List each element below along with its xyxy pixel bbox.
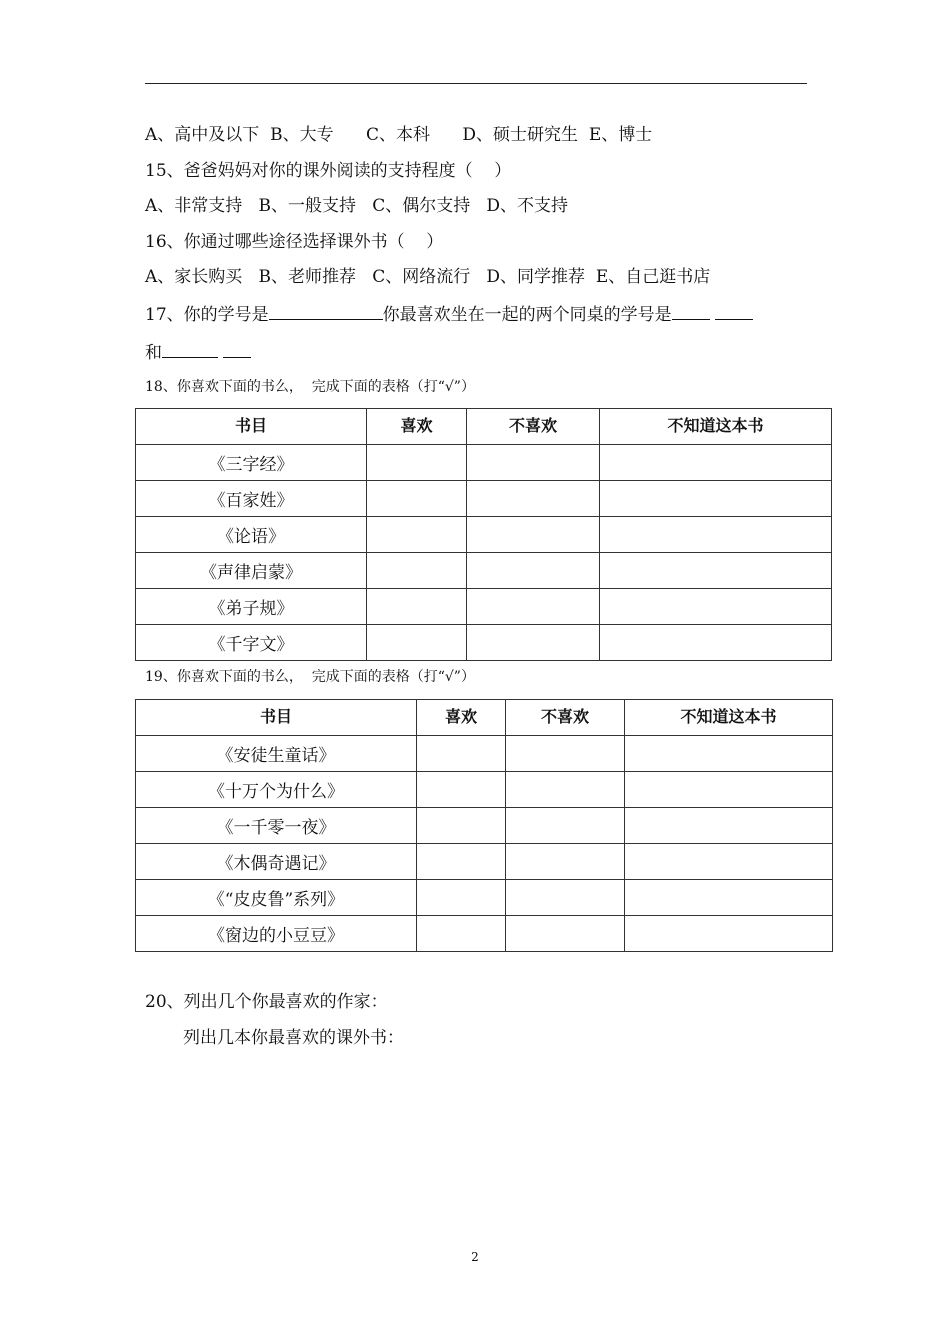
unknown-cell[interactable] — [625, 772, 833, 808]
unknown-cell[interactable] — [600, 517, 832, 553]
dislike-cell[interactable] — [467, 589, 600, 625]
like-cell[interactable] — [367, 445, 467, 481]
like-cell[interactable] — [367, 517, 467, 553]
table-row — [136, 517, 832, 553]
unknown-cell[interactable] — [625, 844, 833, 880]
table-row — [136, 916, 833, 952]
header-rule — [145, 83, 807, 84]
q18-table — [135, 408, 832, 661]
q20-books: 列出几本你最喜欢的课外书： — [183, 1028, 404, 1048]
header-unknown: 不知道这本书 — [600, 409, 832, 445]
unknown-cell[interactable] — [625, 916, 833, 952]
like-cell[interactable] — [417, 736, 506, 772]
book-title: 《窗边的小豆豆》 — [136, 916, 417, 952]
table-row — [136, 880, 833, 916]
q15-options: A、非常支持 B、一般支持 C、偶尔支持 D、不支持 — [145, 196, 569, 216]
dislike-cell[interactable] — [467, 445, 600, 481]
dislike-cell[interactable] — [506, 808, 625, 844]
dislike-cell[interactable] — [506, 880, 625, 916]
book-title: 《木偶奇遇记》 — [136, 844, 417, 880]
q19-question: 19、你喜欢下面的书么， 完成下面的表格（打“√”） — [145, 669, 475, 685]
q15-question: 15、爸爸妈妈对你的课外阅读的支持程度（ ） — [145, 161, 512, 181]
q19-table — [135, 699, 833, 952]
q16-question: 16、你通过哪些途径选择课外书（ ） — [145, 232, 444, 252]
q17-deskmate-label: 你最喜欢坐在一起的两个同桌的学号是 — [382, 305, 672, 325]
unknown-cell[interactable] — [600, 589, 832, 625]
table-row — [136, 445, 832, 481]
header-book: 书目 — [136, 700, 417, 736]
book-title: 《三字经》 — [136, 445, 367, 481]
like-cell[interactable] — [367, 553, 467, 589]
q18-question: 18、你喜欢下面的书么， 完成下面的表格（打“√”） — [145, 379, 475, 395]
table-row — [136, 808, 833, 844]
dislike-cell[interactable] — [467, 553, 600, 589]
dislike-cell[interactable] — [506, 772, 625, 808]
q16-options: A、家长购买 B、老师推荐 C、网络流行 D、同学推荐 E、自己逛书店 — [145, 267, 711, 287]
unknown-cell[interactable] — [625, 880, 833, 916]
page-number: 2 — [471, 1250, 479, 1264]
unknown-cell[interactable] — [625, 808, 833, 844]
like-cell[interactable] — [417, 844, 506, 880]
table-row — [136, 625, 832, 661]
book-title: 《一千零一夜》 — [136, 808, 417, 844]
table-header-row — [136, 409, 832, 445]
book-title: 《十万个为什么》 — [136, 772, 417, 808]
header-dislike: 不喜欢 — [506, 700, 625, 736]
book-title: 《声律启蒙》 — [136, 553, 367, 589]
dislike-cell[interactable] — [506, 844, 625, 880]
q17-label: 17、你的学号是 — [145, 305, 269, 325]
book-title: 《弟子规》 — [136, 589, 367, 625]
q17-question — [145, 302, 753, 326]
book-title: 《百家姓》 — [136, 481, 367, 517]
book-title: 《安徒生童话》 — [136, 736, 417, 772]
header-dislike: 不喜欢 — [467, 409, 600, 445]
dislike-cell[interactable] — [467, 625, 600, 661]
unknown-cell[interactable] — [600, 481, 832, 517]
header-like: 喜欢 — [417, 700, 506, 736]
table-row — [136, 589, 832, 625]
dislike-cell[interactable] — [506, 916, 625, 952]
like-cell[interactable] — [367, 481, 467, 517]
dislike-cell[interactable] — [506, 736, 625, 772]
table-row — [136, 844, 833, 880]
q17-continued — [145, 340, 251, 364]
unknown-cell[interactable] — [600, 625, 832, 661]
dislike-cell[interactable] — [467, 481, 600, 517]
deskmate1-id-blank[interactable] — [672, 302, 710, 320]
deskmate2-id-blank-2[interactable] — [223, 340, 251, 358]
header-book: 书目 — [136, 409, 367, 445]
q20-authors: 20、列出几个你最喜欢的作家： — [145, 992, 388, 1012]
book-title: 《千字文》 — [136, 625, 367, 661]
student-id-blank[interactable] — [269, 302, 383, 320]
dislike-cell[interactable] — [467, 517, 600, 553]
header-like: 喜欢 — [367, 409, 467, 445]
table-row — [136, 736, 833, 772]
table-row — [136, 553, 832, 589]
q14-options: A、高中及以下 B、大专 C、本科 D、硕士研究生 E、博士 — [145, 125, 653, 145]
like-cell[interactable] — [417, 808, 506, 844]
book-title: 《论语》 — [136, 517, 367, 553]
table-header-row — [136, 700, 833, 736]
like-cell[interactable] — [417, 916, 506, 952]
deskmate1-id-blank-2[interactable] — [715, 302, 753, 320]
book-title: 《“皮皮鲁”系列》 — [136, 880, 417, 916]
header-unknown: 不知道这本书 — [625, 700, 833, 736]
q17-and-label: 和 — [145, 343, 162, 363]
like-cell[interactable] — [367, 625, 467, 661]
like-cell[interactable] — [417, 772, 506, 808]
table-row — [136, 481, 832, 517]
like-cell[interactable] — [367, 589, 467, 625]
unknown-cell[interactable] — [600, 553, 832, 589]
like-cell[interactable] — [417, 880, 506, 916]
table-row — [136, 772, 833, 808]
unknown-cell[interactable] — [625, 736, 833, 772]
deskmate2-id-blank[interactable] — [162, 340, 218, 358]
unknown-cell[interactable] — [600, 445, 832, 481]
